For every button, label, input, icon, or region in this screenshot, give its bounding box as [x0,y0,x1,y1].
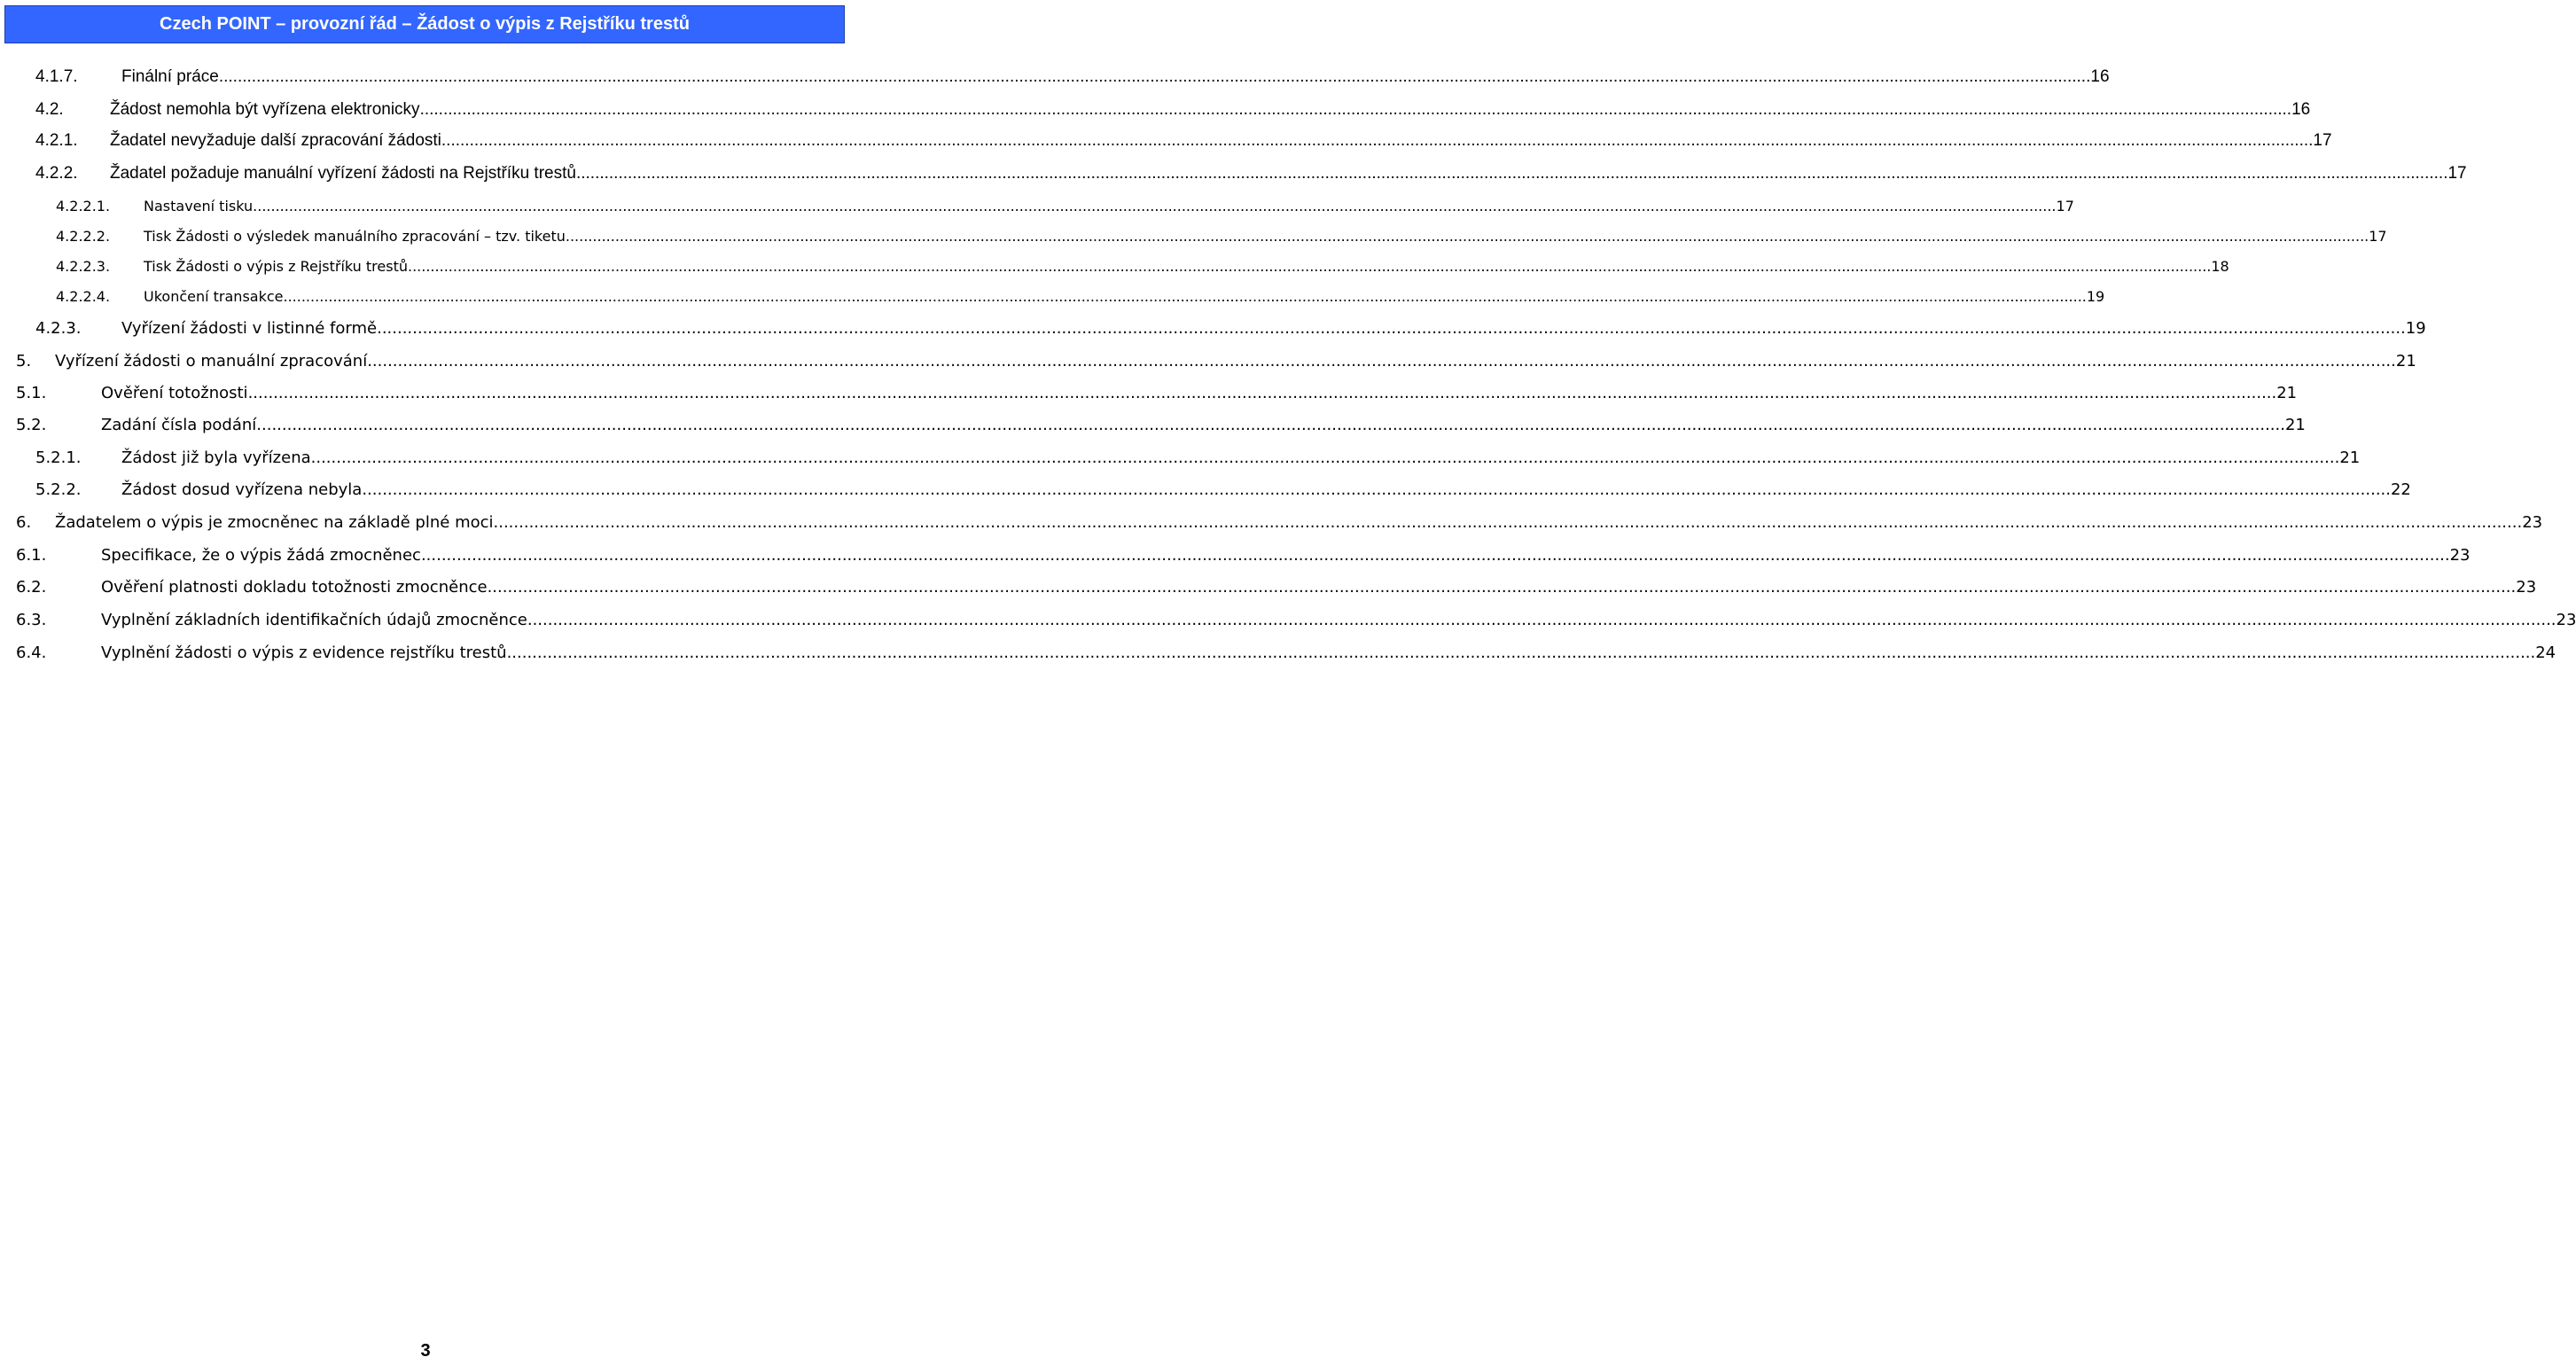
toc-entry-title: Žadatelem o výpis je zmocněnec na základě plné moci [55,512,494,532]
toc-entry-title: Žádost dosud vyřízena nebyla [121,480,363,499]
toc-dot-leader: ................................................................................................................................................................................................................................................................................................................................................................................................................ [253,197,2057,214]
toc-entry-page: 22 [2390,480,2411,499]
toc-entry-number: 4.2.1. [35,131,78,150]
toc-entry-number: 5.1. [16,383,47,402]
toc-entry-page: 17 [2313,131,2332,150]
toc-dot-leader: ................................................................................................................................................................................................................................................................................................................................................................................................................ [283,287,2087,305]
toc-dot-leader: ................................................................................................................................................................................................................................................................................................................................................................................................................ [565,227,2369,245]
toc-entry-page: 19 [2086,287,2105,305]
toc-dot-leader: ................................................................................................................................................................................................................................................................................................................................................................................................................ [377,318,2406,338]
toc-entry-title: Ukončení transakce [144,287,284,305]
toc-entry-number: 6.1. [16,545,47,565]
toc-entry[interactable] [16,606,2576,633]
toc-dot-leader: ................................................................................................................................................................................................................................................................................................................................................................................................................ [256,415,2285,434]
toc-entry[interactable] [35,444,2361,471]
toc-entry[interactable] [35,476,2411,503]
toc-entry-title: Specifikace, že o výpis žádá zmocněnec [101,545,421,565]
toc-entry-title: Vyřízení žádosti o manuální zpracování [55,351,368,370]
toc-dot-leader: ................................................................................................................................................................................................................................................................................................................................................................................................................ [362,480,2391,499]
toc-entry-number: 6. [16,512,32,532]
toc-entry-title: Zadání čísla podání [101,415,257,434]
toc-entry-page: 21 [2339,448,2361,467]
toc-entry[interactable] [56,253,2229,279]
toc-entry-number: 5.2.2. [35,480,82,499]
toc-entry-title: Tisk Žádosti o výsledek manuálního zpracování – tzv. tiketu [144,227,566,245]
toc-dot-leader: ................................................................................................................................................................................................................................................................................................................................................................................................................ [575,164,2448,183]
toc-entry-number: 6.2. [16,577,47,597]
toc-entry-page: 16 [2090,67,2110,86]
toc-dot-leader: ................................................................................................................................................................................................................................................................................................................................................................................................................ [218,67,2091,86]
toc-entry[interactable] [16,347,2416,374]
document-header [4,5,845,43]
toc-dot-leader: ................................................................................................................................................................................................................................................................................................................................................................................................................ [493,512,2523,532]
toc-dot-leader: ................................................................................................................................................................................................................................................................................................................................................................................................................ [247,383,2277,402]
toc-entry-title: Nastavení tisku [144,197,254,214]
toc-entry-page: 17 [2447,164,2467,183]
toc-entry[interactable] [56,283,2105,309]
toc-entry-number: 6.4. [16,643,47,662]
toc-dot-leader: ................................................................................................................................................................................................................................................................................................................................................................................................................ [487,577,2517,597]
toc-entry-title: Žadatel požaduje manuální vyřízení žádosti na Rejstříku trestů [110,164,576,183]
toc-entry-page: 21 [2276,383,2298,402]
toc-entry-page: 23 [2522,512,2543,532]
toc-entry-number: 5. [16,351,32,370]
toc-dot-leader: ................................................................................................................................................................................................................................................................................................................................................................................................................ [310,448,2340,467]
toc-entry-title: Žádost již byla vyřízena [121,448,311,467]
toc-entry-title: Žadatel nevyžaduje další zpracování žádosti [110,131,441,150]
toc-entry-number: 4.2.2. [35,164,78,183]
toc-entry-number: 4.2.2.1. [56,197,111,214]
toc-entry[interactable] [16,542,2471,568]
toc-entry-title: Ověření platnosti dokladu totožnosti zmocněnce [101,577,488,597]
toc-entry-number: 4.2.2.2. [56,227,111,245]
toc-dot-leader: ................................................................................................................................................................................................................................................................................................................................................................................................................ [441,131,2314,150]
toc-entry[interactable] [35,64,2110,90]
toc-entry-page: 21 [2284,415,2306,434]
toc-entry-page: 17 [2369,227,2387,245]
toc-entry-number: 5.2. [16,415,47,434]
toc-dot-leader: ................................................................................................................................................................................................................................................................................................................................................................................................................ [408,257,2212,275]
toc-entry-number: 5.2.1. [35,448,82,467]
toc-entry[interactable] [56,222,2387,249]
toc-entry[interactable] [35,315,2426,341]
toc-entry-page: 21 [2395,351,2416,370]
toc-entry[interactable] [16,411,2306,438]
toc-entry-title: Finální práce [121,67,219,86]
toc-entry[interactable] [35,128,2332,154]
toc-entry-number: 4.2.2.3. [56,257,111,275]
toc-entry-title: Ověření totožnosti [101,383,248,402]
header-title: Czech POINT – provozní řád – Žádost o výpis z Rejstříku trestů [160,14,690,34]
page-number: 3 [420,1341,431,1361]
toc-entry[interactable] [16,379,2298,406]
toc-entry[interactable] [35,160,2467,187]
toc-entry-title: Žádost nemohla být vyřízena elektronicky [110,100,420,119]
toc-dot-leader: ................................................................................................................................................................................................................................................................................................................................................................................................................ [527,610,2556,629]
toc-dot-leader: ................................................................................................................................................................................................................................................................................................................................................................................................................ [506,643,2536,662]
toc-entry-title: Tisk Žádosti o výpis z Rejstříku trestů [144,257,408,275]
toc-entry-title: Vyplnění žádosti o výpis z evidence rejstříku trestů [101,643,507,662]
toc-entry-number: 6.3. [16,610,47,629]
toc-entry-number: 4.2.2.4. [56,287,111,305]
toc-entry-title: Vyplnění základních identifikačních údajů zmocněnce [101,610,527,629]
toc-dot-leader: ................................................................................................................................................................................................................................................................................................................................................................................................................ [419,100,2292,119]
toc-entry[interactable] [16,573,2537,600]
toc-entry-page: 19 [2405,318,2426,338]
toc-entry-number: 4.2.3. [35,318,82,338]
toc-dot-leader: ................................................................................................................................................................................................................................................................................................................................................................................................................ [420,545,2450,565]
toc-entry-page: 23 [2449,545,2471,565]
toc-entry-number: 4.2. [35,100,64,119]
toc-entry-title: Vyřízení žádosti v listinné formě [121,318,378,338]
toc-entry[interactable] [35,97,2311,123]
toc-entry-page: 17 [2056,197,2074,214]
toc-entry-number: 4.1.7. [35,67,78,86]
toc-entry[interactable] [16,509,2543,535]
toc-entry[interactable] [56,192,2074,219]
toc-entry-page: 23 [2556,610,2576,629]
toc-dot-leader: ................................................................................................................................................................................................................................................................................................................................................................................................................ [367,351,2396,370]
toc-entry-page: 18 [2211,257,2229,275]
toc-entry-page: 23 [2516,577,2537,597]
toc-entry-page: 24 [2535,643,2556,662]
toc-entry[interactable] [16,639,2556,666]
toc-entry-page: 16 [2291,100,2311,119]
